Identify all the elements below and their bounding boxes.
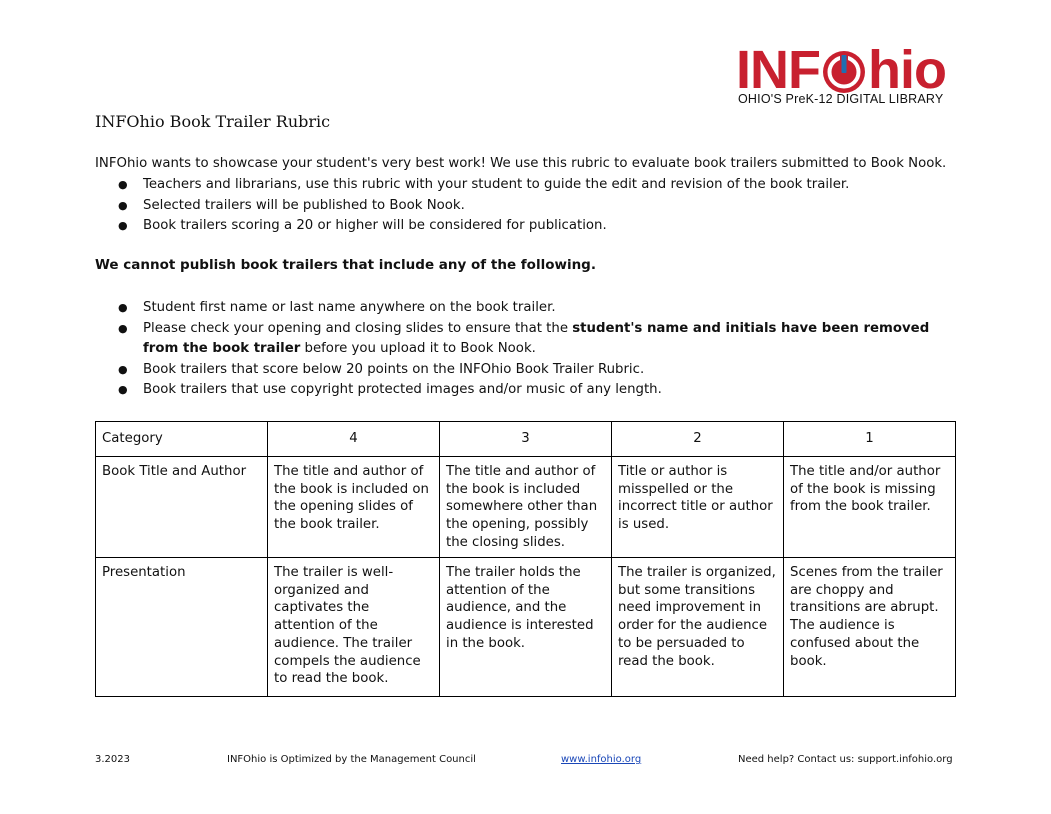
column-header-score-4: 4 [268, 422, 440, 457]
logo-wordmark-right: hio [868, 40, 946, 100]
logo-tagline: OHIO'S PreK-12 DIGITAL LIBRARY [738, 92, 944, 106]
bullet-icon: ● [118, 321, 128, 335]
bullet-icon: ● [118, 219, 128, 232]
table-row [96, 558, 956, 697]
table-header-row [96, 422, 956, 457]
restriction-item: ● Book trailers that score below 20 points on the INFOhio Book Trailer Rubric. [95, 360, 955, 381]
restrictions-heading: We cannot publish book trailers that include any of the following. [95, 257, 596, 273]
bullet-icon: ● [118, 178, 128, 191]
guideline-item: ● Teachers and librarians, use this rubric with your student to guide the edit and revision of the book trailer. [95, 175, 955, 196]
bullet-icon: ● [118, 383, 128, 396]
column-header-category: Category [96, 422, 268, 457]
bullet-icon: ● [118, 198, 128, 212]
restriction-item: ● Book trailers that use copyright protected images and/or music of any length. [95, 380, 955, 401]
rubric-cell: Scenes from the trailer are choppy and transitions are abrupt. The audience is confused about the book. [784, 558, 956, 697]
rubric-cell: The title and author of the book is included on the opening slides of the book trailer. [268, 457, 440, 558]
logo-wordmark-left: INF [736, 40, 820, 100]
restriction-item: ● Please check your opening and closing slides to ensure that the student's name and initials have been removed from the book trailer before you upload it to Book Nook. [118, 320, 930, 356]
footer-help: Need help? Contact us: support.infohio.org [738, 754, 953, 765]
guideline-item: ● Selected trailers will be published to Book Nook. [95, 196, 955, 217]
rubric-cell: Title or author is misspelled or the incorrect title or author is used. [612, 457, 784, 558]
table-row [96, 457, 956, 558]
footer-credit: INFOhio is Optimized by the Management Council [227, 754, 476, 765]
guideline-item: ● Book trailers scoring a 20 or higher will be considered for publication. [95, 216, 955, 237]
rubric-table [95, 421, 956, 697]
column-header-score-3: 3 [440, 422, 612, 457]
rubric-cell: The title and author of the book is included somewhere other than the opening, possibly the closing slides. [440, 457, 612, 558]
rubric-cell: The title and/or author of the book is missing from the book trailer. [784, 457, 956, 558]
guidelines-list [95, 175, 955, 237]
restriction-emphasis: student's name and initials have been removed from the book trailer [143, 320, 930, 356]
rubric-cell: The trailer holds the attention of the audience, and the audience is interested in the book. [440, 558, 612, 697]
footer-website-link[interactable]: www.infohio.org [561, 754, 642, 765]
rubric-cell: The trailer is organized, but some transitions need improvement in order for the audience to be persuaded to read the book. [612, 558, 784, 697]
power-icon [821, 49, 867, 95]
intro-text: INFOhio wants to showcase your student's very best work! We use this rubric to evaluate book trailers submitted to Book Nook. [95, 156, 947, 171]
restriction-item: ● Student first name or last name anywhere on the book trailer. [95, 298, 955, 319]
footer-date: 3.2023 [95, 754, 130, 765]
column-header-score-2: 2 [612, 422, 784, 457]
category-cell: Presentation [96, 558, 268, 697]
infohio-logo [736, 40, 958, 108]
bullet-icon: ● [118, 362, 128, 376]
bullet-icon: ● [118, 301, 128, 314]
category-cell: Book Title and Author [96, 457, 268, 558]
document-title: INFOhio Book Trailer Rubric [95, 112, 331, 131]
restrictions-list [95, 298, 955, 401]
column-header-score-1: 1 [784, 422, 956, 457]
rubric-cell: The trailer is well-organized and captivates the attention of the audience. The trailer compels the audience to read the book. [268, 558, 440, 697]
logo-wordmark [736, 42, 946, 98]
